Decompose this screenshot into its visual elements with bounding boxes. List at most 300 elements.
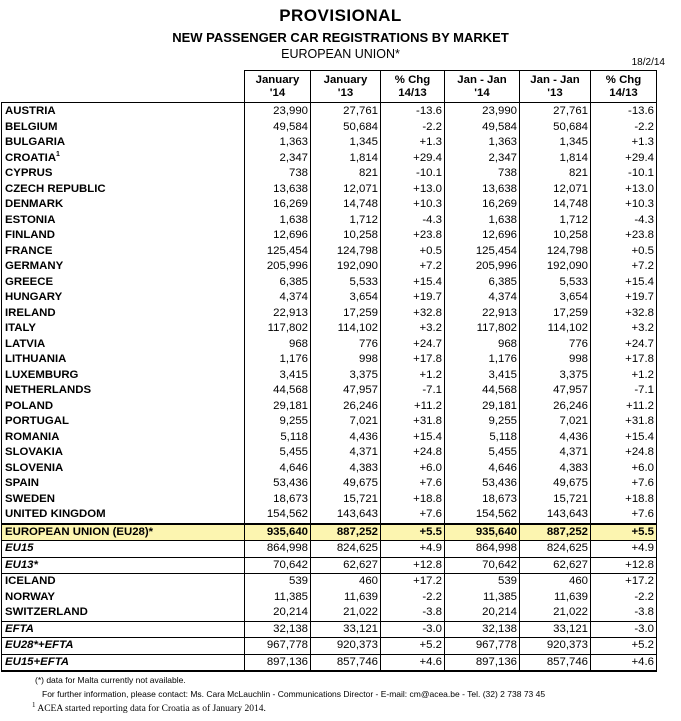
table-cell: 32,138 xyxy=(245,621,311,638)
table-cell: 4,646 xyxy=(245,461,311,477)
table-cell: 27,761 xyxy=(311,103,381,120)
table-cell: 154,562 xyxy=(445,507,520,524)
market-name: SWEDEN xyxy=(2,492,245,508)
table-cell: 776 xyxy=(520,337,591,353)
table-cell: 114,102 xyxy=(311,321,381,337)
table-cell: 22,913 xyxy=(245,306,311,322)
table-row xyxy=(2,182,657,198)
table-cell: 539 xyxy=(445,574,520,590)
market-name: ITALY xyxy=(2,321,245,337)
table-cell: 857,746 xyxy=(311,654,381,671)
market-header xyxy=(2,71,245,103)
table-cell: -7.1 xyxy=(591,383,657,399)
table-cell: +15.4 xyxy=(381,430,445,446)
table-cell: +5.5 xyxy=(591,524,657,541)
table-cell: +12.8 xyxy=(381,557,445,574)
market-name: EU15+EFTA xyxy=(2,654,245,671)
table-cell: 205,996 xyxy=(245,259,311,275)
table-cell: 125,454 xyxy=(245,244,311,260)
table-cell: +5.2 xyxy=(381,638,445,655)
market-name: CROATIA$^1$ xyxy=(2,151,245,167)
table-row xyxy=(2,461,657,477)
table-cell: 2,347 xyxy=(245,151,311,167)
table-cell: 27,761 xyxy=(520,103,591,120)
table-row xyxy=(2,541,657,558)
table-row xyxy=(2,352,657,368)
table-row xyxy=(2,621,657,638)
table-row xyxy=(2,368,657,384)
table-cell: 10,258 xyxy=(520,228,591,244)
table-cell: +7.2 xyxy=(591,259,657,275)
market-name: CZECH REPUBLIC xyxy=(2,182,245,198)
table-cell: 124,798 xyxy=(520,244,591,260)
table-cell: 935,640 xyxy=(445,524,520,541)
table-cell: +15.4 xyxy=(591,275,657,291)
table-cell: +12.8 xyxy=(591,557,657,574)
table-cell: 11,639 xyxy=(311,590,381,606)
market-name: UNITED KINGDOM xyxy=(2,507,245,524)
table-cell: -7.1 xyxy=(381,383,445,399)
table-cell: 15,721 xyxy=(311,492,381,508)
table-cell: -2.2 xyxy=(591,120,657,136)
table-cell: 21,022 xyxy=(311,605,381,621)
table-cell: 18,673 xyxy=(245,492,311,508)
table-cell: +19.7 xyxy=(591,290,657,306)
table-cell: 3,654 xyxy=(311,290,381,306)
table-cell: 114,102 xyxy=(520,321,591,337)
table-cell: +1.2 xyxy=(591,368,657,384)
table-cell: 49,584 xyxy=(445,120,520,136)
market-name: LATVIA xyxy=(2,337,245,353)
table-cell: 47,957 xyxy=(311,383,381,399)
table-row xyxy=(2,306,657,322)
table-cell: 738 xyxy=(245,166,311,182)
table-cell: 14,748 xyxy=(311,197,381,213)
table-row xyxy=(2,151,657,167)
table-cell: +31.8 xyxy=(381,414,445,430)
table-cell: +31.8 xyxy=(591,414,657,430)
table-row xyxy=(2,399,657,415)
table-cell: 143,643 xyxy=(520,507,591,524)
table-cell: +10.3 xyxy=(381,197,445,213)
market-name: EU28*+EFTA xyxy=(2,638,245,655)
table-cell: 1,712 xyxy=(311,213,381,229)
table-cell: 9,255 xyxy=(245,414,311,430)
table-cell: 1,345 xyxy=(311,135,381,151)
table-cell: +24.8 xyxy=(381,445,445,461)
market-name: PORTUGAL xyxy=(2,414,245,430)
region-label: EUROPEAN UNION* xyxy=(281,47,400,61)
column-header: Jan - Jan '13 xyxy=(520,71,591,103)
table-row xyxy=(2,445,657,461)
table-cell: 70,642 xyxy=(445,557,520,574)
table-cell: 12,071 xyxy=(311,182,381,198)
table-cell: 50,684 xyxy=(520,120,591,136)
table-cell: 6,385 xyxy=(445,275,520,291)
table-cell: +29.4 xyxy=(591,151,657,167)
table-cell: 21,022 xyxy=(520,605,591,621)
table-cell: 857,746 xyxy=(520,654,591,671)
table-cell: +18.8 xyxy=(381,492,445,508)
table-cell: 4,374 xyxy=(445,290,520,306)
table-cell: +32.8 xyxy=(381,306,445,322)
report-date: 18/2/14 xyxy=(631,57,665,68)
market-name: SLOVENIA xyxy=(2,461,245,477)
table-cell: +7.6 xyxy=(381,507,445,524)
market-name: FRANCE xyxy=(2,244,245,260)
table-cell: 824,625 xyxy=(311,541,381,558)
market-name: SWITZERLAND xyxy=(2,605,245,621)
table-cell: +7.2 xyxy=(381,259,445,275)
table-cell: 9,255 xyxy=(445,414,520,430)
table-row xyxy=(2,135,657,151)
table-cell: 967,778 xyxy=(245,638,311,655)
market-name: BULGARIA xyxy=(2,135,245,151)
table-cell: 887,252 xyxy=(311,524,381,541)
table-cell: 23,990 xyxy=(245,103,311,120)
table-cell: 13,638 xyxy=(245,182,311,198)
table-row xyxy=(2,213,657,229)
table-cell: 192,090 xyxy=(520,259,591,275)
table-row xyxy=(2,414,657,430)
table-cell: 920,373 xyxy=(520,638,591,655)
table-cell: +0.5 xyxy=(381,244,445,260)
table-cell: +0.5 xyxy=(591,244,657,260)
column-header: Jan - Jan '14 xyxy=(445,71,520,103)
table-cell: 3,415 xyxy=(245,368,311,384)
table-cell: +11.2 xyxy=(381,399,445,415)
table-cell: 4,436 xyxy=(520,430,591,446)
table-cell: +5.5 xyxy=(381,524,445,541)
table-cell: 968 xyxy=(445,337,520,353)
table-cell: 1,363 xyxy=(445,135,520,151)
table-cell: 205,996 xyxy=(445,259,520,275)
table-cell: 1,814 xyxy=(520,151,591,167)
table-row xyxy=(2,166,657,182)
table-cell: +4.9 xyxy=(591,541,657,558)
table-cell: 4,374 xyxy=(245,290,311,306)
table-row xyxy=(2,275,657,291)
market-name: LUXEMBURG xyxy=(2,368,245,384)
table-cell: -2.2 xyxy=(381,590,445,606)
table-cell: 5,118 xyxy=(245,430,311,446)
table-cell: 26,246 xyxy=(311,399,381,415)
table-cell: 47,957 xyxy=(520,383,591,399)
table-cell: -2.2 xyxy=(381,120,445,136)
table-cell: 29,181 xyxy=(445,399,520,415)
table-cell: +4.9 xyxy=(381,541,445,558)
market-name: AUSTRIA xyxy=(2,103,245,120)
table-cell: +19.7 xyxy=(381,290,445,306)
table-cell: 11,385 xyxy=(445,590,520,606)
table-cell: 864,998 xyxy=(445,541,520,558)
table-cell: +3.2 xyxy=(381,321,445,337)
table-cell: 44,568 xyxy=(245,383,311,399)
table-cell: 192,090 xyxy=(311,259,381,275)
table-cell: 20,214 xyxy=(245,605,311,621)
table-cell: 12,696 xyxy=(245,228,311,244)
table-row xyxy=(2,574,657,590)
table-row xyxy=(2,507,657,524)
table-cell: 1,176 xyxy=(245,352,311,368)
column-header: % Chg 14/13 xyxy=(381,71,445,103)
table-row xyxy=(2,654,657,671)
table-cell: +15.4 xyxy=(591,430,657,446)
table-cell: 1,712 xyxy=(520,213,591,229)
table-cell: 920,373 xyxy=(311,638,381,655)
table-row xyxy=(2,383,657,399)
malta-note: (*) data for Malta currently not available. xyxy=(35,675,186,685)
market-name: ROMANIA xyxy=(2,430,245,446)
table-cell: 50,684 xyxy=(311,120,381,136)
table-cell: +7.6 xyxy=(591,507,657,524)
table-cell: 49,675 xyxy=(311,476,381,492)
table-cell: +11.2 xyxy=(591,399,657,415)
table-cell: 821 xyxy=(520,166,591,182)
table-cell: +23.8 xyxy=(381,228,445,244)
table-cell: 1,638 xyxy=(245,213,311,229)
table-cell: 1,176 xyxy=(445,352,520,368)
table-cell: 5,455 xyxy=(245,445,311,461)
table-cell: 1,363 xyxy=(245,135,311,151)
table-cell: +17.8 xyxy=(381,352,445,368)
table-cell: +24.7 xyxy=(381,337,445,353)
table-cell: +32.8 xyxy=(591,306,657,322)
table-cell: 824,625 xyxy=(520,541,591,558)
market-name: SLOVAKIA xyxy=(2,445,245,461)
table-cell: 13,638 xyxy=(445,182,520,198)
table-row xyxy=(2,244,657,260)
table-row xyxy=(2,321,657,337)
column-header: January '14 xyxy=(245,71,311,103)
table-cell: -10.1 xyxy=(591,166,657,182)
table-row xyxy=(2,103,657,120)
table-cell: 53,436 xyxy=(245,476,311,492)
table-cell: 967,778 xyxy=(445,638,520,655)
table-cell: +17.2 xyxy=(381,574,445,590)
table-cell: 18,673 xyxy=(445,492,520,508)
table-cell: 23,990 xyxy=(445,103,520,120)
table-cell: 5,455 xyxy=(445,445,520,461)
table-cell: 10,258 xyxy=(311,228,381,244)
table-cell: +17.2 xyxy=(591,574,657,590)
market-name: FINLAND xyxy=(2,228,245,244)
table-cell: 11,385 xyxy=(245,590,311,606)
table-cell: 935,640 xyxy=(245,524,311,541)
market-name: EU13* xyxy=(2,557,245,574)
table-cell: 33,121 xyxy=(520,621,591,638)
table-cell: 154,562 xyxy=(245,507,311,524)
table-cell: -4.3 xyxy=(381,213,445,229)
table-cell: 1,814 xyxy=(311,151,381,167)
table-cell: 897,136 xyxy=(245,654,311,671)
header-row xyxy=(2,71,657,103)
table-row xyxy=(2,290,657,306)
table-cell: 776 xyxy=(311,337,381,353)
table-cell: 49,675 xyxy=(520,476,591,492)
market-name: GREECE xyxy=(2,275,245,291)
table-cell: 22,913 xyxy=(445,306,520,322)
table-cell: 20,214 xyxy=(445,605,520,621)
table-cell: -13.6 xyxy=(591,103,657,120)
table-cell: 1,345 xyxy=(520,135,591,151)
table-row xyxy=(2,259,657,275)
table-cell: 5,118 xyxy=(445,430,520,446)
table-cell: 539 xyxy=(245,574,311,590)
table-cell: -3.8 xyxy=(381,605,445,621)
table-cell: 32,138 xyxy=(445,621,520,638)
registrations-table xyxy=(1,70,657,672)
table-cell: 1,638 xyxy=(445,213,520,229)
table-row xyxy=(2,605,657,621)
table-cell: 4,371 xyxy=(311,445,381,461)
table-cell: 7,021 xyxy=(311,414,381,430)
table-cell: 7,021 xyxy=(520,414,591,430)
table-row xyxy=(2,120,657,136)
table-cell: 4,436 xyxy=(311,430,381,446)
table-row xyxy=(2,197,657,213)
market-name: HUNGARY xyxy=(2,290,245,306)
table-row xyxy=(2,638,657,655)
market-name: EFTA xyxy=(2,621,245,638)
table-cell: 968 xyxy=(245,337,311,353)
table-cell: +7.6 xyxy=(381,476,445,492)
market-name: NETHERLANDS xyxy=(2,383,245,399)
table-cell: 864,998 xyxy=(245,541,311,558)
table-row xyxy=(2,476,657,492)
table-cell: 738 xyxy=(445,166,520,182)
table-cell: +1.2 xyxy=(381,368,445,384)
table-cell: +1.3 xyxy=(591,135,657,151)
table-cell: 53,436 xyxy=(445,476,520,492)
market-name: EUROPEAN UNION (EU28)* xyxy=(2,524,245,541)
table-cell: +15.4 xyxy=(381,275,445,291)
market-name: NORWAY xyxy=(2,590,245,606)
table-cell: -10.1 xyxy=(381,166,445,182)
table-cell: 17,259 xyxy=(520,306,591,322)
table-cell: +4.6 xyxy=(381,654,445,671)
contact-note: For further information, please contact: Ms. Cara McLauchlin - Communications Director - E-mail: cm@acea.be - Tel. (32) 2 738 73 45 xyxy=(42,689,546,699)
table-cell: +4.6 xyxy=(591,654,657,671)
table-cell: 117,802 xyxy=(245,321,311,337)
market-name: ICELAND xyxy=(2,574,245,590)
table-cell: +3.2 xyxy=(591,321,657,337)
table-row xyxy=(2,524,657,541)
table-cell: 3,375 xyxy=(311,368,381,384)
table-cell: 998 xyxy=(520,352,591,368)
table-cell: -3.0 xyxy=(591,621,657,638)
table-cell: 70,642 xyxy=(245,557,311,574)
table-cell: 897,136 xyxy=(445,654,520,671)
table-cell: +23.8 xyxy=(591,228,657,244)
table-cell: 17,259 xyxy=(311,306,381,322)
market-name: LITHUANIA xyxy=(2,352,245,368)
table-cell: 143,643 xyxy=(311,507,381,524)
table-row xyxy=(2,228,657,244)
table-cell: 12,071 xyxy=(520,182,591,198)
table-cell: 44,568 xyxy=(445,383,520,399)
table-cell: 3,654 xyxy=(520,290,591,306)
table-cell: 460 xyxy=(311,574,381,590)
table-cell: -4.3 xyxy=(591,213,657,229)
table-row xyxy=(2,590,657,606)
table-cell: 6,385 xyxy=(245,275,311,291)
table-cell: 26,246 xyxy=(520,399,591,415)
table-cell: 125,454 xyxy=(445,244,520,260)
table-cell: +1.3 xyxy=(381,135,445,151)
table-cell: +5.2 xyxy=(591,638,657,655)
table-cell: +29.4 xyxy=(381,151,445,167)
table-cell: +24.7 xyxy=(591,337,657,353)
market-name: EU15 xyxy=(2,541,245,558)
table-cell: 4,383 xyxy=(311,461,381,477)
table-cell: 2,347 xyxy=(445,151,520,167)
table-cell: 5,533 xyxy=(311,275,381,291)
market-name: CYPRUS xyxy=(2,166,245,182)
column-header: January '13 xyxy=(311,71,381,103)
table-row xyxy=(2,430,657,446)
table-cell: 4,646 xyxy=(445,461,520,477)
table-cell: 15,721 xyxy=(520,492,591,508)
market-name: IRELAND xyxy=(2,306,245,322)
table-cell: 3,375 xyxy=(520,368,591,384)
market-name: SPAIN xyxy=(2,476,245,492)
table-cell: 5,533 xyxy=(520,275,591,291)
table-cell: 62,627 xyxy=(311,557,381,574)
table-cell: 33,121 xyxy=(311,621,381,638)
table-cell: +7.6 xyxy=(591,476,657,492)
column-header: % Chg 14/13 xyxy=(591,71,657,103)
table-cell: 49,584 xyxy=(245,120,311,136)
table-cell: +13.0 xyxy=(591,182,657,198)
table-cell: 460 xyxy=(520,574,591,590)
table-cell: -13.6 xyxy=(381,103,445,120)
table-cell: 16,269 xyxy=(445,197,520,213)
market-name: DENMARK xyxy=(2,197,245,213)
table-cell: +17.8 xyxy=(591,352,657,368)
croatia-footnote: $^1$ ACEA started reporting data for Croatia as of January 2014. xyxy=(32,700,266,714)
page-subtitle: NEW PASSENGER CAR REGISTRATIONS BY MARKET xyxy=(172,30,509,45)
table-cell: 11,639 xyxy=(520,590,591,606)
table-cell: +10.3 xyxy=(591,197,657,213)
table-cell: +18.8 xyxy=(591,492,657,508)
table-row xyxy=(2,337,657,353)
table-cell: 124,798 xyxy=(311,244,381,260)
table-cell: 3,415 xyxy=(445,368,520,384)
table-cell: 4,371 xyxy=(520,445,591,461)
page-title: PROVISIONAL xyxy=(279,6,402,25)
table-row xyxy=(2,492,657,508)
table-cell: +13.0 xyxy=(381,182,445,198)
market-name: POLAND xyxy=(2,399,245,415)
market-name: BELGIUM xyxy=(2,120,245,136)
table-row xyxy=(2,557,657,574)
table-cell: +6.0 xyxy=(381,461,445,477)
table-cell: 887,252 xyxy=(520,524,591,541)
table-cell: 12,696 xyxy=(445,228,520,244)
table-cell: -3.8 xyxy=(591,605,657,621)
table-cell: 4,383 xyxy=(520,461,591,477)
table-cell: 998 xyxy=(311,352,381,368)
market-name: ESTONIA xyxy=(2,213,245,229)
table-cell: -3.0 xyxy=(381,621,445,638)
table-cell: 117,802 xyxy=(445,321,520,337)
market-name: GERMANY xyxy=(2,259,245,275)
table-cell: +6.0 xyxy=(591,461,657,477)
table-cell: 29,181 xyxy=(245,399,311,415)
table-cell: -2.2 xyxy=(591,590,657,606)
table-cell: +24.8 xyxy=(591,445,657,461)
